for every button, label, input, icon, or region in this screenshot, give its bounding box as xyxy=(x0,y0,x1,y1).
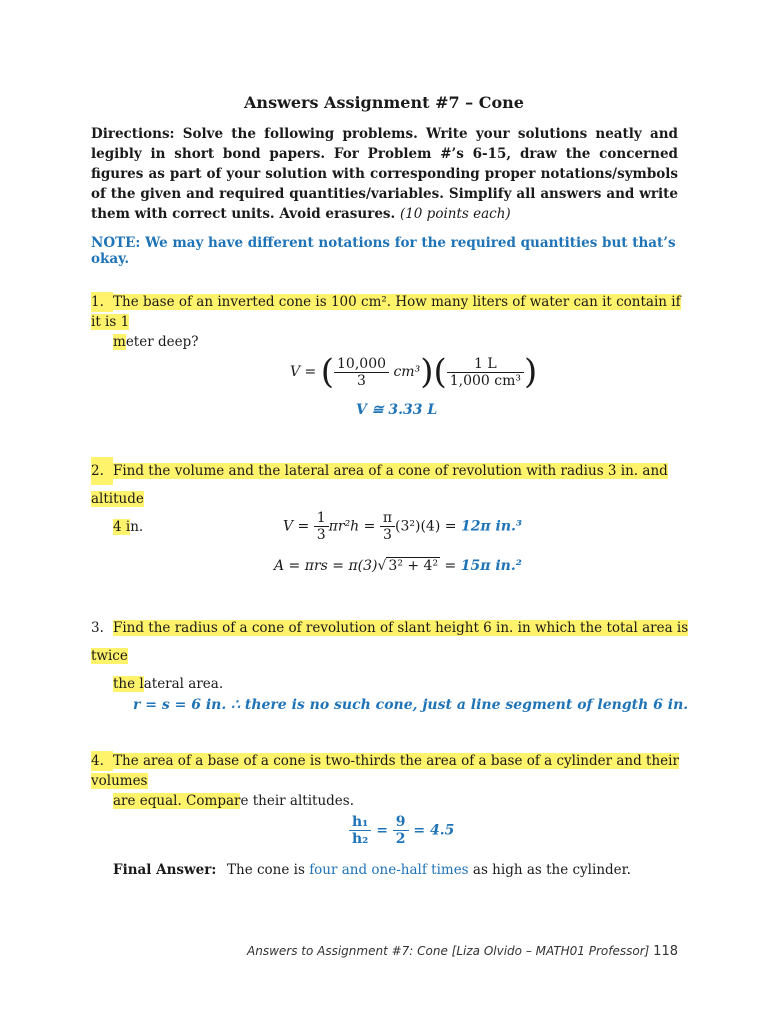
eq-lhs: V = xyxy=(283,518,310,535)
frac-num: h₁ xyxy=(349,814,371,831)
answer-4-ratio xyxy=(349,814,454,847)
equation-volume-2 xyxy=(283,510,522,543)
problem-text-rest: ateral area. xyxy=(143,676,224,692)
frac-den: h₂ xyxy=(352,831,369,847)
eq-sign: = xyxy=(376,822,388,839)
frac-num: 1 L xyxy=(447,356,524,373)
problem-text-rest: n. xyxy=(130,519,144,535)
answer-3: r = s = 6 in. ∴ there is no such cone, just a line segment of length 6 in. xyxy=(133,697,689,713)
frac-num: 10,000 xyxy=(334,356,389,373)
directions-text: Directions: Solve the following problems. Write your solutions neatly and legibly in short bond papers. For Problem #’s 6-15, draw the concerned figures as part of your solution with corresponding proper notations/symbols of the given and required quantities/variables. Simplify all answers and write them with correct units. Avoid erasures. xyxy=(91,126,678,222)
problem-text: The base of an inverted cone is 100 cm². How many liters of water can it contain if it is 1 xyxy=(91,294,681,330)
final-answer-pre: The cone is xyxy=(227,862,310,878)
problem-4 xyxy=(91,751,691,811)
unit: cm³ xyxy=(393,364,421,380)
final-answer-highlight: four and one-half times xyxy=(309,862,469,878)
frac-num: π xyxy=(380,510,395,527)
frac-den: 2 xyxy=(395,831,406,847)
footer-text: Answers to Assignment #7: Cone [Liza Olvido – MATH01 Professor] xyxy=(247,944,650,958)
problem-text-rest: eter deep? xyxy=(125,334,199,350)
radicand: 3² + 4² xyxy=(388,558,439,574)
equation-area-2: A = πrs = π(3)√ 3² + 4² = 15π in.² xyxy=(274,558,522,574)
problem-text-tail: 4 i xyxy=(113,519,131,535)
answer-1: V ≅ 3.33 L xyxy=(356,402,438,418)
result: = 4.5 xyxy=(413,822,455,839)
problem-text-tail: m xyxy=(113,334,126,350)
equation-volume-1: V = ( $\frac{10,000}{3}$ cm³)( $\frac{1 L}{\text{1,000 cm³}}$ ) xyxy=(290,352,538,392)
frac-den: 3 xyxy=(382,527,392,543)
problem-text: Find the volume and the lateral area of a cone of revolution with radius 3 in. and altitude xyxy=(91,463,668,507)
answer-2-area: 15π in.² xyxy=(460,558,522,574)
answer-2-volume: 12π in.³ xyxy=(460,518,523,535)
page-footer xyxy=(247,944,678,959)
problem-3 xyxy=(91,614,691,698)
final-answer-label: Final Answer: xyxy=(113,862,217,878)
note: NOTE: We may have different notations for the required quantities but that’s okay. xyxy=(91,235,676,267)
final-answer xyxy=(113,862,631,878)
problem-1 xyxy=(91,292,691,352)
problem-text-tail: are equal. Compar xyxy=(113,793,241,809)
problem-text-rest: e their altitudes. xyxy=(240,793,354,809)
eq-mid: πr²h = xyxy=(328,518,376,535)
problem-text: The area of a base of a cone is two-thirds the area of a base of a cylinder and their volumes xyxy=(91,753,679,789)
problem-number: 4. xyxy=(91,751,113,771)
page-title: Answers Assignment #7 – Cone xyxy=(244,93,524,112)
problem-text: Find the radius of a cone of revolution of slant height 6 in. in which the total area is twice xyxy=(91,620,689,664)
problem-text-tail: the l xyxy=(113,676,144,692)
frac-den: 3 xyxy=(357,372,366,389)
points-note: (10 points each) xyxy=(399,206,511,222)
problem-number: 1. xyxy=(91,292,113,312)
problem-number: 2. xyxy=(91,457,113,485)
directions xyxy=(91,124,678,224)
eq-lhs: V = xyxy=(290,364,317,380)
frac-num: 9 xyxy=(393,814,409,831)
eq-rhs: (3²)(4) = xyxy=(395,518,457,535)
problem-number: 3. xyxy=(91,620,104,636)
final-answer-post: as high as the cylinder. xyxy=(468,862,631,878)
page-number: 118 xyxy=(653,944,678,959)
frac-den: 3 xyxy=(316,527,326,543)
eq-sign: = xyxy=(444,558,457,574)
eq-lhs: A = πrs = π(3) xyxy=(274,558,378,574)
frac-num: 1 xyxy=(314,510,329,527)
frac-den: 1,000 cm³ xyxy=(449,372,521,389)
